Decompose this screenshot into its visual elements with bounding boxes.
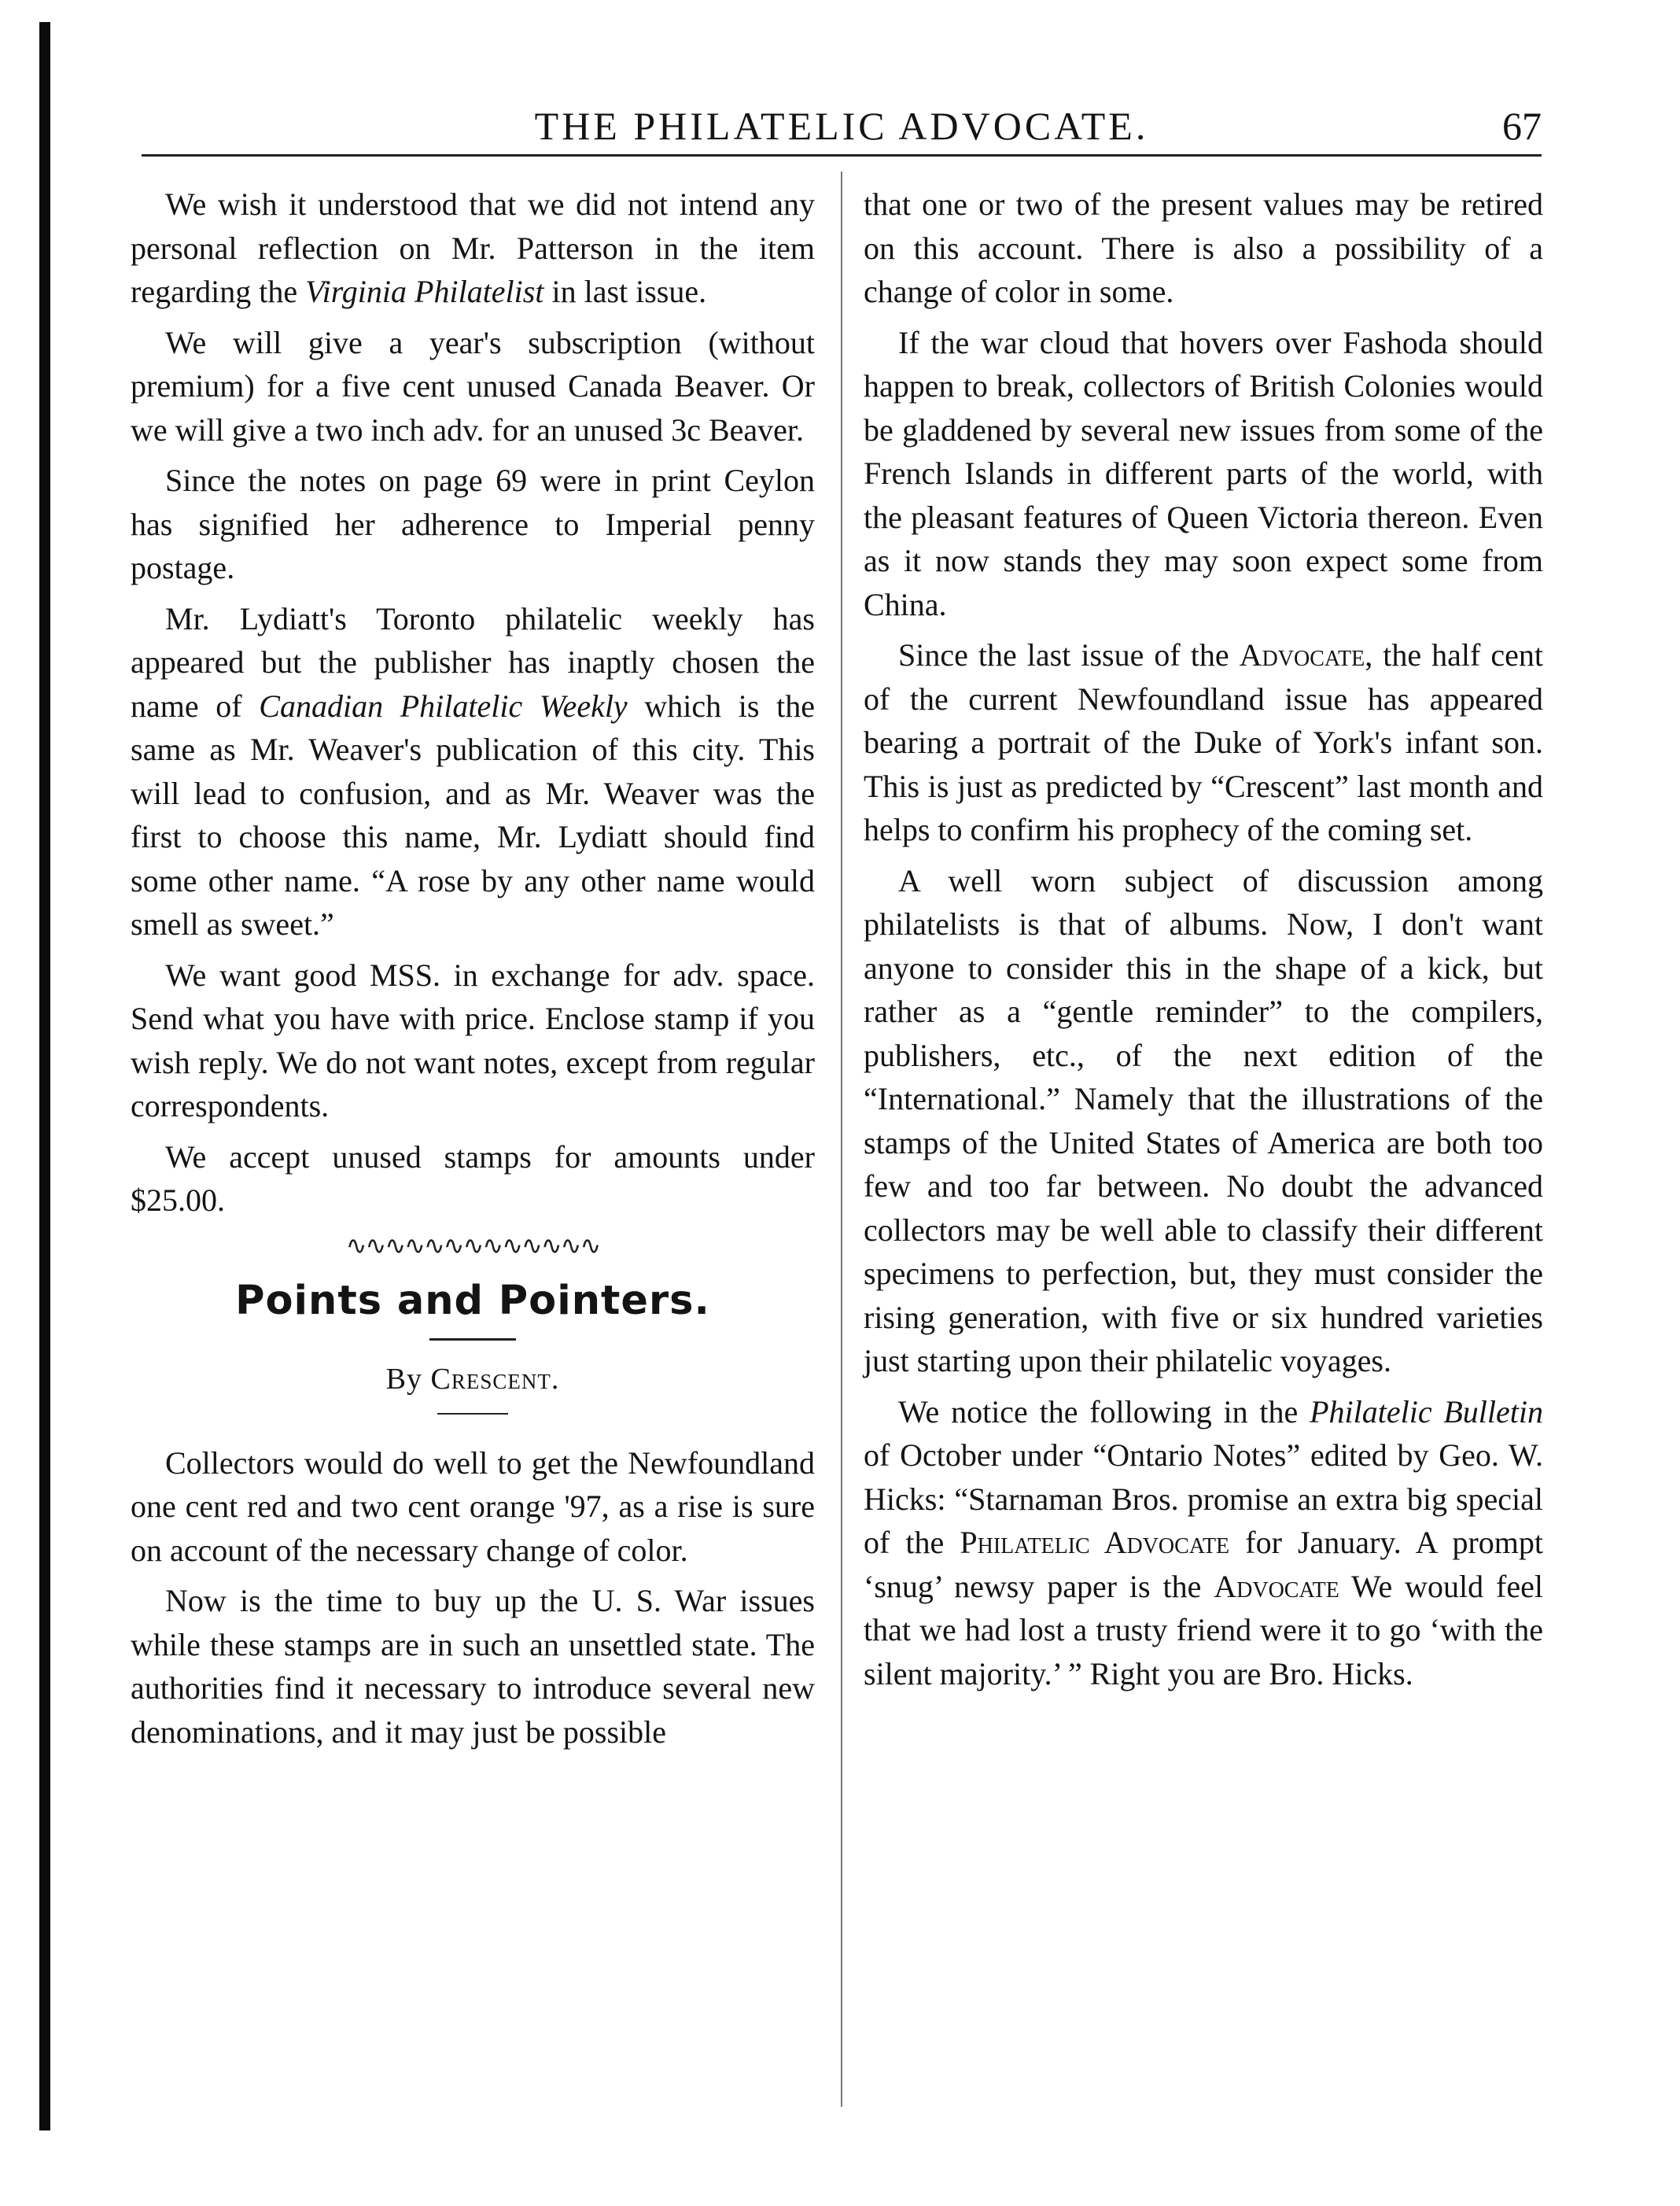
byline: By Crescent.: [385, 1362, 560, 1396]
small-caps-philatelic-advocate: Philatelic Advocate: [960, 1525, 1230, 1560]
paragraph-ceylon-note: Since the notes on page 69 were in print Ceylon has signified her adherence to Imperial penny postage.: [131, 463, 815, 585]
paragraph-bulletin-quote: We notice the following in the Philatelic Bulletin of October under “Ontario Notes” edited by Geo. W. Hicks: “Starnaman Bros. promise an extra big special of the Philatelic Advocate for January. A prompt ‘snug’ newsy paper is the Advocate We would feel that we had lost a trusty friend were it to go ‘with the silent majority.’ ” Right you are Bro. Hicks.: [864, 1393, 1543, 1691]
paragraph-fashoda: If the war cloud that hovers over Fashoda should happen to break, collectors of British Colonies would be gladdened by several new issues from some of the French Islands in different parts of the world, with the pleasant features of Queen Victoria thereon. Even as it now stands they may soon expect some from China.: [864, 324, 1543, 622]
paragraph-clarification: We wish it understood that we did not intend any personal reflection on Mr. Patterson in the item regarding the Virginia Philatelist in last issue.: [131, 186, 815, 309]
byline-author: Crescent.: [430, 1362, 560, 1396]
right-column: [864, 183, 1543, 1702]
title-rule: [429, 1338, 516, 1341]
small-caps-advocate: Advocate: [1239, 637, 1365, 673]
section-title: Points and Pointers.: [235, 1277, 710, 1324]
column-divider: [841, 172, 842, 2107]
page-number: 67: [1502, 104, 1542, 148]
paragraph-lydiatt-weekly: Mr. Lydiatt's Toronto philatelic weekly has appeared but the publisher has inaptly chosen the name of Canadian Philatelic Weekly which is the same as Mr. Weaver's publication of this city. This will lead to confusion, and as Mr. Weaver was the first to choose this name, Mr. Lydiatt should find some other name. “A rose by any other name would smell as sweet.”: [131, 600, 815, 942]
byline-rule: [437, 1413, 508, 1415]
left-column: [131, 183, 815, 1761]
paragraph-albums: A well worn subject of discussion among philatelists is that of albums. Now, I don't want anyone to consider this in the shape of a kick, but rather as a “gentle reminder” to the compilers, publishers, etc., of the next edition of the “International.” Namely that the illustrations of the stamps of the United States of America are both too few and too far between. No doubt the advanced collectors may be well able to classify their different specimens to perfection, but, they must consider the rising generation, with five or six hundred varieties just starting upon their philatelic voyages.: [864, 862, 1543, 1378]
wavy-ornament: ∿∿∿∿∿∿∿∿∿∿∿∿∿: [345, 1230, 600, 1260]
paragraph-newfoundland-tip: Collectors would do well to get the Newfoundland one cent red and two cent orange '97, as a rise is sure on account of the necessary change of color.: [131, 1444, 815, 1568]
paragraph-unused-stamps: We accept unused stamps for amounts under $25.00.: [131, 1138, 815, 1218]
small-caps-advocate: Advocate: [1214, 1568, 1339, 1604]
paragraph-subscription-offer: We will give a year's subscription (without premium) for a five cent unused Canada Beaver. Or we will give a two inch adv. for an unused 3c Beaver.: [131, 324, 815, 448]
paragraph-us-war-issues: Now is the time to buy up the U. S. War issues while these stamps are in such an unsettled state. The authorities find it necessary to introduce several new denominations, and it may just be possible: [131, 1583, 815, 1750]
paragraph-mss-wanted: We want good MSS. in exchange for adv. space. Send what you have with price. Enclose stamp if you wish reply. We do not want notes, except from regular correspondents.: [131, 957, 815, 1123]
paragraph-continuation: that one or two of the present values may be retired on this account. There is also a possibility of a change of color in some.: [864, 186, 1543, 309]
running-header: [142, 102, 1542, 149]
journal-title: THE PHILATELIC ADVOCATE.: [534, 104, 1149, 148]
italic-title: Canadian Philatelic Weekly: [259, 688, 628, 724]
italic-title: Virginia Philatelist: [305, 274, 544, 309]
paragraph-newfoundland-half-cent: Since the last issue of the Advocate, the half cent of the current Newfoundland issue has appeared bearing a portrait of the Duke of York's infant son. This is just as predicted by “Crescent” last month and helps to confirm his prophecy of the coming set.: [864, 637, 1543, 847]
header-rule: [142, 154, 1542, 157]
binding-edge-rule: [39, 22, 50, 2130]
italic-title: Philatelic Bulletin: [1310, 1393, 1543, 1429]
